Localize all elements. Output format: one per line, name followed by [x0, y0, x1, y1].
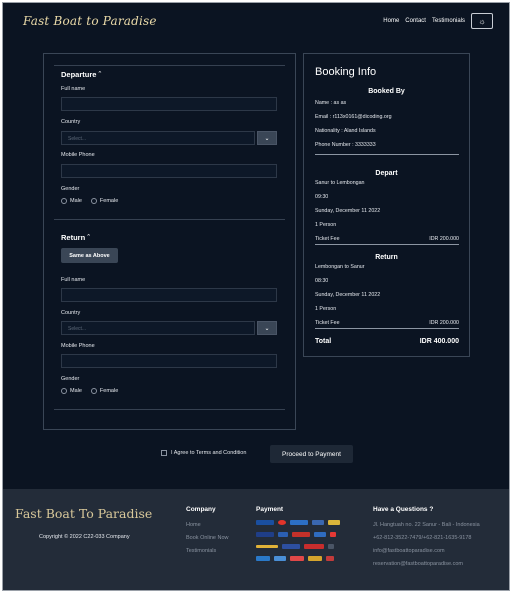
gopay-logo-icon	[328, 520, 340, 525]
departure-gender-male-radio[interactable]	[61, 198, 67, 204]
permata-logo-icon	[282, 544, 300, 549]
booker-email: Email : r113x0161@dicoding.org	[315, 114, 392, 120]
return-gender-female-radio[interactable]	[91, 388, 97, 394]
divider	[315, 154, 459, 155]
visa-logo-icon	[256, 520, 274, 525]
theme-toggle-button[interactable]	[471, 13, 493, 29]
booking-info-card	[303, 53, 470, 357]
gender-male-label: Male	[70, 388, 82, 394]
return-route: Lembongan to Sanur	[315, 264, 365, 270]
booker-name: Name : as as	[315, 100, 347, 106]
indomaret-logo-icon	[326, 556, 334, 561]
brand-logo[interactable]: Fast Boat to Paradise	[23, 14, 157, 28]
proceed-to-payment-button[interactable]: Proceed to Payment	[270, 445, 353, 463]
top-navbar	[3, 3, 509, 41]
return-section-toggle[interactable]: Return ˆ	[61, 233, 90, 242]
return-phone-label: Mobile Phone	[61, 343, 95, 349]
departure-gender-label: Gender	[61, 186, 80, 192]
departure-phone-input[interactable]	[61, 164, 277, 178]
return-fullname-label: Full name	[61, 277, 86, 283]
linkaja-logo-icon	[274, 556, 286, 561]
nav-link-testimonials[interactable]: Testimonials	[431, 18, 465, 24]
ovo-logo-icon	[330, 532, 336, 537]
divider	[54, 409, 285, 410]
depart-fee-label: Ticket Fee	[315, 236, 340, 242]
return-gender-label: Gender	[61, 376, 80, 382]
terms-row	[161, 450, 246, 456]
return-country-label: Country	[61, 310, 81, 316]
total-row	[315, 338, 459, 345]
mastercard-logo-icon	[278, 520, 286, 525]
bca-logo-icon	[256, 532, 274, 537]
terms-label: I Agree to Terms and Condition	[171, 450, 247, 456]
shopeepay-logo-icon	[290, 556, 304, 561]
divider	[54, 219, 285, 220]
return-gender-male-radio[interactable]	[61, 388, 67, 394]
bni-logo-icon	[278, 532, 288, 537]
booked-by-heading: Booked By	[368, 88, 405, 95]
depart-date: Sunday, December 11 2022	[315, 208, 381, 214]
footer-email-info[interactable]: info@fastboattoparadise.com	[373, 548, 445, 554]
return-fee-value: IDR 200.000	[429, 320, 459, 326]
footer	[3, 489, 509, 591]
sun-icon: ☼	[478, 16, 486, 26]
return-fullname-input[interactable]	[61, 288, 277, 302]
departure-fullname-label: Full name	[61, 86, 86, 92]
return-persons: 1 Person	[315, 306, 337, 312]
total-label: Total	[315, 338, 332, 345]
departure-phone-label: Mobile Phone	[61, 152, 95, 158]
booking-info-title: Booking Info	[315, 66, 377, 78]
chevron-up-icon: ˆ	[87, 233, 90, 242]
gender-female-label: Female	[99, 388, 119, 394]
divider	[315, 328, 459, 329]
departure-gender-female-radio[interactable]	[91, 198, 97, 204]
footer-link-testimonials[interactable]: Testimonials	[186, 548, 217, 554]
booker-phone: Phone Number : 3333333	[315, 142, 376, 148]
divider	[315, 244, 459, 245]
departure-country-select[interactable]: Select...	[61, 131, 255, 145]
departure-country-label: Country	[61, 119, 81, 125]
return-gender-options	[61, 388, 118, 394]
depart-persons: 1 Person	[315, 222, 337, 228]
depart-route: Sanur to Lembongan	[315, 180, 365, 186]
footer-link-home[interactable]: Home	[186, 522, 201, 528]
dana-logo-icon	[256, 556, 270, 561]
footer-brand: Fast Boat To Paradise	[15, 506, 153, 521]
return-fee-label: Ticket Fee	[315, 320, 340, 326]
nav-links	[383, 18, 465, 24]
booker-nationality: Nationality : Aland Islands	[315, 128, 376, 134]
return-country-select[interactable]: Select...	[61, 321, 255, 335]
departure-fullname-input[interactable]	[61, 97, 277, 111]
chevron-up-icon: ˆ	[98, 70, 102, 79]
chevron-down-icon: ⌄	[264, 325, 270, 332]
footer-company-heading: Company	[186, 506, 216, 513]
footer-address: Jl. Hangtuah no. 22 Sanur - Bali - Indonesia	[373, 522, 480, 528]
mandiri-logo-icon	[256, 545, 278, 548]
footer-link-book-online[interactable]: Book Online Now	[186, 535, 229, 541]
footer-copyright: Copyright © 2022 C22-033 Company	[39, 534, 130, 540]
departure-country-dropdown-button[interactable]	[257, 131, 277, 145]
depart-time: 09:30	[315, 194, 329, 200]
return-country-dropdown-button[interactable]	[257, 321, 277, 335]
depart-fee-row	[315, 236, 459, 242]
depart-fee-value: IDR 200.000	[429, 236, 459, 242]
bank-logo-icon	[328, 544, 334, 549]
passenger-form-card	[43, 53, 296, 430]
footer-contact-heading: Have a Questions ?	[373, 506, 434, 513]
return-time: 08:30	[315, 278, 329, 284]
cimb-logo-icon	[292, 532, 310, 537]
depart-heading: Depart	[375, 170, 398, 177]
alfamart-logo-icon	[308, 556, 322, 561]
gender-male-label: Male	[70, 198, 82, 204]
return-heading: Return	[375, 254, 398, 261]
footer-phones[interactable]: +62-812-3522-7479/+62-821-1635-9178	[373, 535, 472, 541]
nav-link-home[interactable]: Home	[383, 18, 400, 24]
divider	[54, 65, 285, 66]
jcb-logo-icon	[312, 520, 324, 525]
nav-link-contact[interactable]: Contact	[405, 18, 426, 24]
page-frame	[2, 2, 510, 591]
amex-logo-icon	[290, 520, 308, 525]
chevron-down-icon: ⌄	[264, 135, 270, 142]
return-fee-row	[315, 320, 459, 326]
departure-gender-options	[61, 198, 118, 204]
footer-payment-heading: Payment	[256, 506, 284, 513]
return-phone-input[interactable]	[61, 354, 277, 368]
total-value: IDR 400.000	[419, 338, 459, 345]
departure-section-toggle[interactable]: Departure ˆ	[61, 70, 102, 79]
gender-female-label: Female	[99, 198, 119, 204]
return-date: Sunday, December 11 2022	[315, 292, 381, 298]
maybank-logo-icon	[304, 544, 324, 549]
same-as-above-button[interactable]: Same as Above	[61, 248, 118, 263]
terms-checkbox[interactable]	[161, 450, 167, 456]
footer-email-reservation[interactable]: reservation@fastboattoparadise.com	[373, 561, 463, 567]
danamon-logo-icon	[314, 532, 326, 537]
payment-logos	[256, 520, 356, 568]
